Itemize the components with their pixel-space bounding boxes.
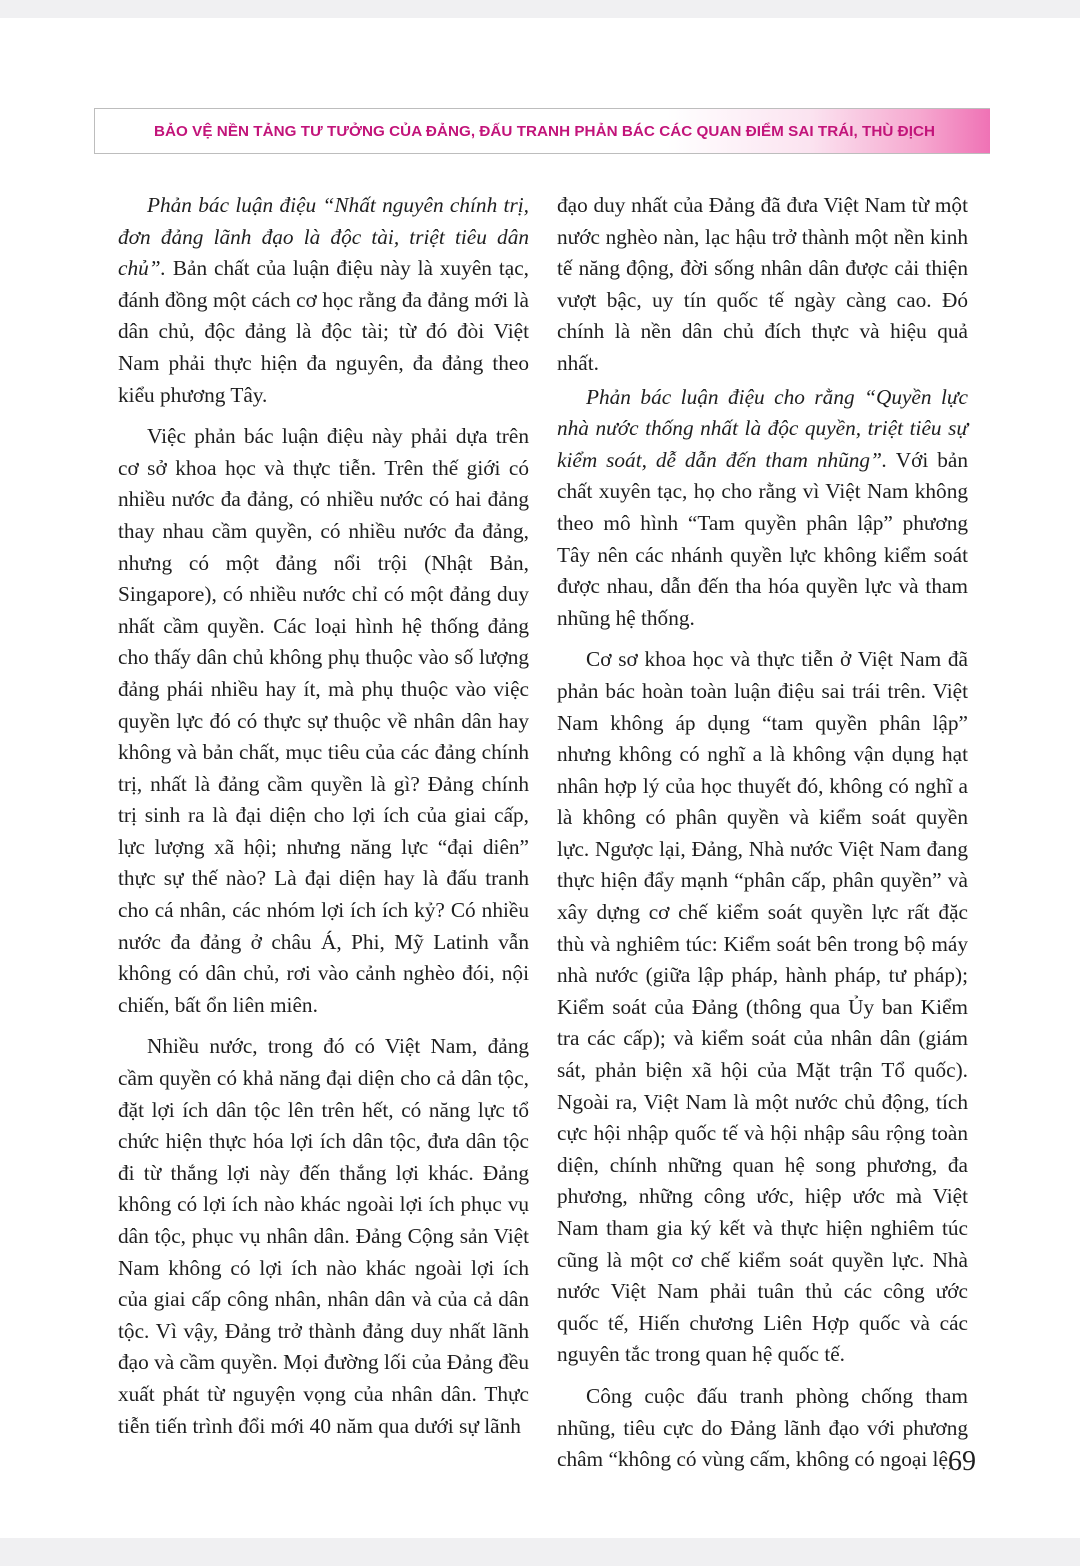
paragraph-2: Việc phản bác luận điệu này phải dựa trên cơ sở khoa học và thực tiễn. Trên thế giới có nhiều nước đa đảng, có nhiều nước có hai đảng thay nhau cầm quyền, có nhiều nước đa đảng, nhưng có một đảng nổi trội (Nhật Bản, Singapore), có nhiều nước chỉ có một đảng duy nhất cầm quyền. Các loại hình hệ thống đảng cho thấy dân chủ không phụ thuộc vào số lượng đảng phái nhiều hay ít, mà phụ thuộc vào việc quyền lực đó có thực sự thuộc về nhân dân hay không và bản chất, mục tiêu của các đảng chính trị, nhất là đảng cầm quyền là gì? Đảng chính trị sinh ra là đại diện cho lợi ích của giai cấp, lực lượng xã hội; nhưng năng lực “đại diên” thực sự thế nào? Là đại diện hay là đấu tranh cho cá nhân, các nhóm lợi ích ích kỷ? Có nhiều nước đa đảng ở châu Á, Phi, Mỹ Latinh vẫn không có dân chủ, rơi vào cảnh nghèo đói, nội chiến, bất ổn liên miên. bbox=[118, 424, 529, 1017]
running-header bbox=[94, 108, 990, 154]
paragraph-5: Cơ sơ khoa học và thực tiễn ở Việt Nam đã phản bác hoàn toàn luận điệu sai trái trên. Việt Nam không áp dụng “tam quyền phân lập” nhưng không có nghĩ a là không vận dụng hạt nhân hợp lý của học thuyết đó, không có nghĩ a là không có phân quyền và kiểm soát quyền lực. Ngược lại, Đảng, Nhà nước Việt Nam đang thực hiện đẩy mạnh “phân cấp, phân quyền” và xây dựng cơ chế kiểm soát quyền lực rất đặc thù và nghiêm túc: Kiểm soát bên trong bộ máy nhà nước (giữa lập pháp, hành pháp, tư pháp); Kiểm soát của Đảng (thông qua Ủy ban Kiểm tra các cấp); và kiểm soát của nhân dân (giám sát, phản biện xã hội của Mặt trận Tổ quốc). Ngoài ra, Việt Nam là một nước chủ động, tích cực hội nhập quốc tế và hội nhập sâu rộng toàn diện, chính những quan hệ song phương, đa phương, những công ước, hiệp ước mà Việt Nam tham gia ký kết và thực hiện nghiêm túc cũng là một cơ chế kiểm soát quyền lực. Nhà nước Việt Nam phải tuân thủ các công ước quốc tế, Hiến chương Liên Hợp quốc và các nguyên tắc trong quan hệ quốc tế. bbox=[557, 647, 968, 1367]
paragraph-continued: đạo duy nhất của Đảng đã đưa Việt Nam từ một nước nghèo nàn, lạc hậu trở thành một nền kinh tế năng động, đời sống nhân dân được cải thiện vượt bậc, uy tín quốc tế ngày càng cao. Đó chính là nền dân chủ đích thực và hiệu quả nhất. bbox=[557, 193, 968, 375]
left-column bbox=[118, 190, 529, 1442]
running-header-title: BẢO VỆ NỀN TẢNG TƯ TƯỞNG CỦA ĐẢNG, ĐẤU TRANH PHẢN BÁC CÁC QUAN ĐIỂM SAI TRÁI, THÙ ĐỊCH bbox=[154, 123, 936, 140]
page-number: 69 bbox=[948, 1446, 976, 1477]
paragraph-heading-italic: Phản bác luận điệu “Nhất nguyên chính trị, đơn đảng lãnh đạo là độc tài, triệt tiêu dân chủ”. bbox=[118, 193, 529, 281]
document-page bbox=[0, 18, 1080, 1538]
paragraph-1 bbox=[118, 190, 529, 411]
paragraph-text: Với bản chất xuyên tạc, họ cho rằng vì Việt Nam không theo mô hình “Tam quyền phân lập” phương Tây nên các nhánh quyền lực không kiểm soát được nhau, dẫn đến tha hóa quyền lực và tham nhũng hệ thống. bbox=[557, 447, 968, 630]
header-divider bbox=[94, 108, 95, 154]
paragraph-3: Nhiều nước, trong đó có Việt Nam, đảng cầm quyền có khả năng đại diện cho cả dân tộc, đặt lợi ích dân tộc lên trên hết, có năng lực tổ chức hiện thực hóa lợi ích dân tộc, đưa dân tộc đi từ thắng lợi này đến thắng lợi khác. Đảng không có lợi ích nào khác ngoài lợi ích phục vụ dân tộc, phục vụ nhân dân. Đảng Cộng sản Việt Nam không có lợi ích nào khác ngoài lợi ích của giai cấp công nhân, nhân dân và của cả dân tộc. Vì vậy, Đảng trở thành đảng duy nhất lãnh đạo và cầm quyền. Mọi đường lối của Đảng đều xuất phát từ nguyện vọng của nhân dân. Thực tiễn tiến trình đổi mới 40 năm qua dưới sự lãnh bbox=[118, 1034, 529, 1438]
paragraph-6: Công cuộc đấu tranh phòng chống tham nhũng, tiêu cực do Đảng lãnh đạo với phương châm “không có vùng cấm, không có ngoại lệ, bbox=[557, 1383, 968, 1472]
right-column bbox=[557, 190, 968, 1476]
paragraph-text: Bản chất của luận điệu này là xuyên tạc, đánh đồng một cách cơ học rằng đa đảng mới là dân chủ, độc đảng là độc tài; từ đó đòi Việt Nam phải thực hiện đa nguyên, đa đảng theo kiểu phương Tây. bbox=[118, 256, 529, 407]
paragraph-heading-italic: Phản bác luận điệu cho rằng “Quyền lực nhà nước thống nhất là độc quyền, triệt tiêu sự kiểm soát, dễ dẫn đến tham nhũng”. bbox=[557, 384, 968, 472]
paragraph-4 bbox=[557, 382, 968, 635]
